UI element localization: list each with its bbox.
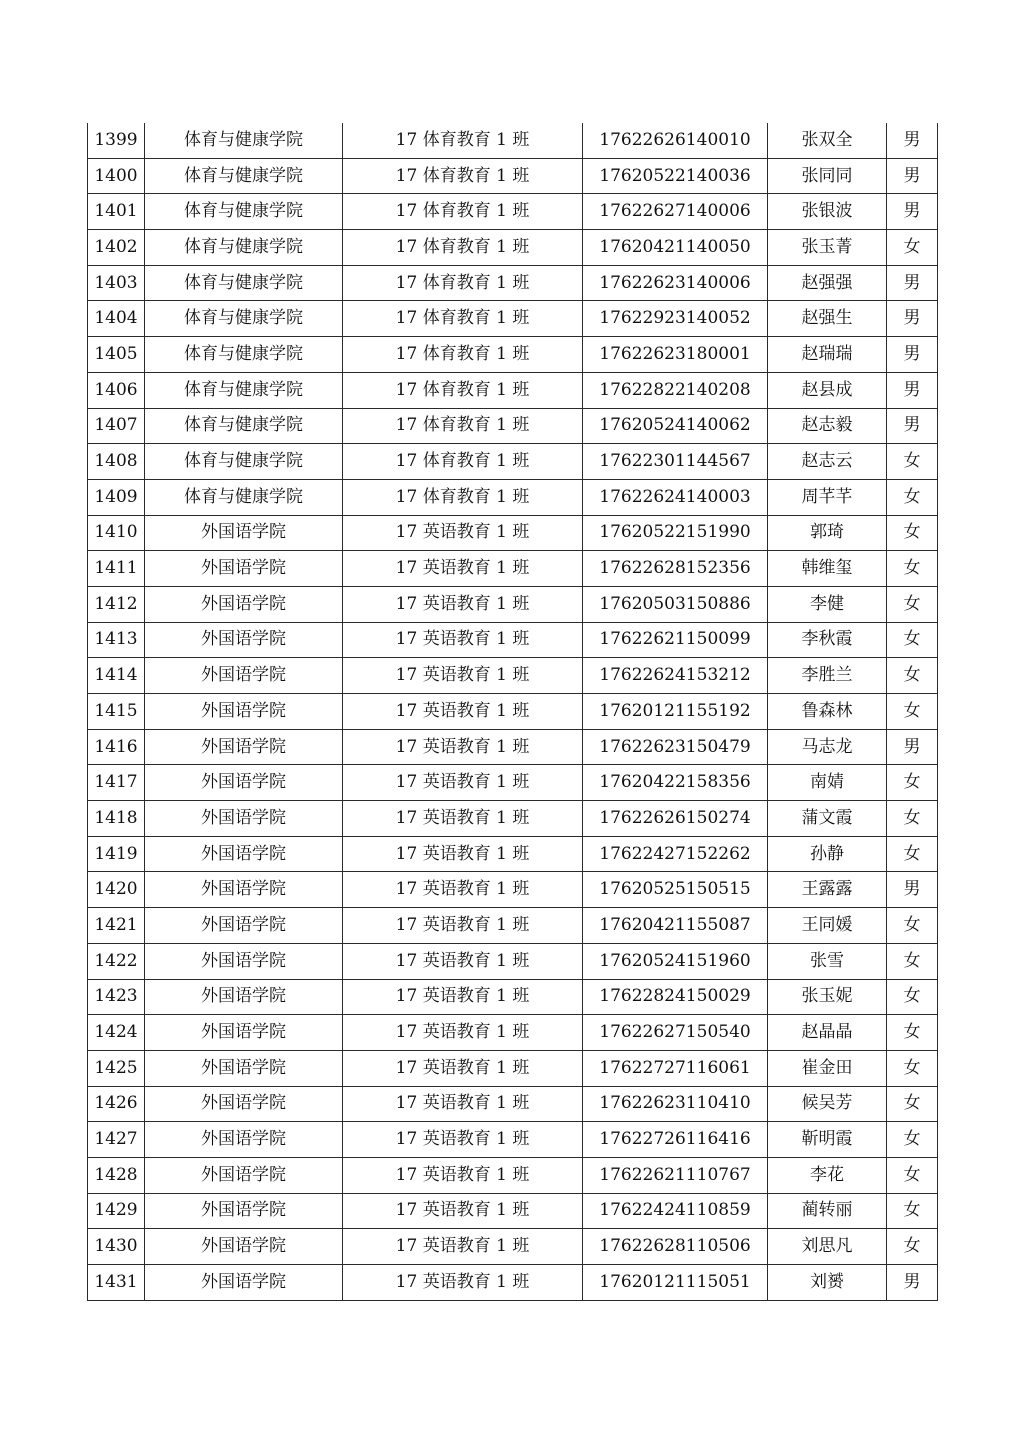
student-id-cell: 17622627140006: [583, 194, 768, 230]
class-cell: 17 英语教育 1 班: [343, 694, 583, 730]
class-cell: 17 体育教育 1 班: [343, 444, 583, 480]
college-cell: 外国语学院: [145, 836, 343, 872]
college-cell: 体育与健康学院: [145, 265, 343, 301]
student-id-cell: 17622627150540: [583, 1015, 768, 1051]
student-name-cell: 李花: [768, 1157, 887, 1193]
row-number-cell: 1427: [88, 1122, 145, 1158]
row-number-cell: 1400: [88, 158, 145, 194]
student-id-cell: 17620524140062: [583, 408, 768, 444]
student-name-cell: 崔金田: [768, 1050, 887, 1086]
college-cell: 外国语学院: [145, 765, 343, 801]
gender-cell: 女: [887, 1086, 938, 1122]
class-cell: 17 英语教育 1 班: [343, 1157, 583, 1193]
gender-cell: 女: [887, 479, 938, 515]
gender-cell: 女: [887, 836, 938, 872]
college-cell: 外国语学院: [145, 658, 343, 694]
table-row: [88, 301, 938, 337]
table-row: [88, 230, 938, 266]
table-row: [88, 372, 938, 408]
row-number-cell: 1413: [88, 622, 145, 658]
student-id-cell: 17622424110859: [583, 1193, 768, 1229]
college-cell: 体育与健康学院: [145, 408, 343, 444]
class-cell: 17 英语教育 1 班: [343, 979, 583, 1015]
student-name-cell: 蔺转丽: [768, 1193, 887, 1229]
class-cell: 17 体育教育 1 班: [343, 408, 583, 444]
table-row: [88, 622, 938, 658]
student-name-cell: 马志龙: [768, 729, 887, 765]
table-row: [88, 123, 938, 158]
table-row: [88, 337, 938, 373]
student-name-cell: 赵县成: [768, 372, 887, 408]
row-number-cell: 1411: [88, 551, 145, 587]
student-name-cell: 周芊芊: [768, 479, 887, 515]
row-number-cell: 1416: [88, 729, 145, 765]
gender-cell: 女: [887, 1122, 938, 1158]
gender-cell: 女: [887, 230, 938, 266]
table-row: [88, 765, 938, 801]
row-number-cell: 1426: [88, 1086, 145, 1122]
college-cell: 外国语学院: [145, 1050, 343, 1086]
gender-cell: 男: [887, 194, 938, 230]
student-name-cell: 韩维玺: [768, 551, 887, 587]
table-row: [88, 265, 938, 301]
student-name-cell: 靳明霞: [768, 1122, 887, 1158]
student-id-cell: 17622623150479: [583, 729, 768, 765]
gender-cell: 男: [887, 408, 938, 444]
table-row: [88, 1015, 938, 1051]
gender-cell: 男: [887, 729, 938, 765]
gender-cell: 男: [887, 337, 938, 373]
student-name-cell: 郭琦: [768, 515, 887, 551]
student-name-cell: 张双全: [768, 123, 887, 158]
table-row: [88, 979, 938, 1015]
college-cell: 外国语学院: [145, 979, 343, 1015]
table-row: [88, 1265, 938, 1301]
row-number-cell: 1402: [88, 230, 145, 266]
gender-cell: 女: [887, 1193, 938, 1229]
student-id-cell: 17622624140003: [583, 479, 768, 515]
table-row: [88, 158, 938, 194]
student-name-cell: 孙静: [768, 836, 887, 872]
college-cell: 外国语学院: [145, 729, 343, 765]
class-cell: 17 英语教育 1 班: [343, 1086, 583, 1122]
table-row: [88, 194, 938, 230]
row-number-cell: 1419: [88, 836, 145, 872]
college-cell: 外国语学院: [145, 1157, 343, 1193]
gender-cell: 男: [887, 372, 938, 408]
gender-cell: 女: [887, 801, 938, 837]
row-number-cell: 1430: [88, 1229, 145, 1265]
gender-cell: 女: [887, 979, 938, 1015]
class-cell: 17 英语教育 1 班: [343, 729, 583, 765]
gender-cell: 女: [887, 444, 938, 480]
row-number-cell: 1407: [88, 408, 145, 444]
row-number-cell: 1399: [88, 123, 145, 158]
student-id-cell: 17622628110506: [583, 1229, 768, 1265]
student-name-cell: 赵瑞瑞: [768, 337, 887, 373]
row-number-cell: 1418: [88, 801, 145, 837]
gender-cell: 男: [887, 158, 938, 194]
student-name-cell: 赵强强: [768, 265, 887, 301]
college-cell: 外国语学院: [145, 694, 343, 730]
class-cell: 17 英语教育 1 班: [343, 872, 583, 908]
student-id-cell: 17622623140006: [583, 265, 768, 301]
row-number-cell: 1428: [88, 1157, 145, 1193]
row-number-cell: 1420: [88, 872, 145, 908]
gender-cell: 女: [887, 765, 938, 801]
table-row: [88, 908, 938, 944]
row-number-cell: 1401: [88, 194, 145, 230]
gender-cell: 女: [887, 694, 938, 730]
gender-cell: 女: [887, 622, 938, 658]
table-row: [88, 1229, 938, 1265]
college-cell: 外国语学院: [145, 1086, 343, 1122]
student-name-cell: 蒲文霞: [768, 801, 887, 837]
class-cell: 17 英语教育 1 班: [343, 943, 583, 979]
college-cell: 外国语学院: [145, 586, 343, 622]
row-number-cell: 1412: [88, 586, 145, 622]
student-id-cell: 17622621110767: [583, 1157, 768, 1193]
gender-cell: 女: [887, 586, 938, 622]
gender-cell: 女: [887, 1157, 938, 1193]
college-cell: 外国语学院: [145, 908, 343, 944]
row-number-cell: 1409: [88, 479, 145, 515]
student-name-cell: 张玉菁: [768, 230, 887, 266]
row-number-cell: 1421: [88, 908, 145, 944]
table-row: [88, 479, 938, 515]
student-id-cell: 17622624153212: [583, 658, 768, 694]
student-id-cell: 17622626140010: [583, 123, 768, 158]
student-id-cell: 17622923140052: [583, 301, 768, 337]
gender-cell: 女: [887, 943, 938, 979]
class-cell: 17 英语教育 1 班: [343, 1050, 583, 1086]
student-id-cell: 17622623110410: [583, 1086, 768, 1122]
college-cell: 体育与健康学院: [145, 372, 343, 408]
college-cell: 外国语学院: [145, 1015, 343, 1051]
student-id-cell: 17620522140036: [583, 158, 768, 194]
student-name-cell: 赵晶晶: [768, 1015, 887, 1051]
student-name-cell: 候吴芳: [768, 1086, 887, 1122]
row-number-cell: 1425: [88, 1050, 145, 1086]
class-cell: 17 英语教育 1 班: [343, 658, 583, 694]
class-cell: 17 英语教育 1 班: [343, 622, 583, 658]
table-row: [88, 515, 938, 551]
class-cell: 17 体育教育 1 班: [343, 301, 583, 337]
class-cell: 17 体育教育 1 班: [343, 337, 583, 373]
class-cell: 17 英语教育 1 班: [343, 836, 583, 872]
class-cell: 17 英语教育 1 班: [343, 908, 583, 944]
student-id-cell: 17620422158356: [583, 765, 768, 801]
gender-cell: 男: [887, 301, 938, 337]
student-name-cell: 王露露: [768, 872, 887, 908]
student-id-cell: 17622822140208: [583, 372, 768, 408]
row-number-cell: 1423: [88, 979, 145, 1015]
college-cell: 体育与健康学院: [145, 158, 343, 194]
class-cell: 17 体育教育 1 班: [343, 479, 583, 515]
student-name-cell: 李胜兰: [768, 658, 887, 694]
student-name-cell: 李秋霞: [768, 622, 887, 658]
table-row: [88, 836, 938, 872]
gender-cell: 女: [887, 515, 938, 551]
class-cell: 17 英语教育 1 班: [343, 586, 583, 622]
gender-cell: 男: [887, 872, 938, 908]
student-name-cell: 刘思凡: [768, 1229, 887, 1265]
gender-cell: 女: [887, 1229, 938, 1265]
student-name-cell: 张银波: [768, 194, 887, 230]
student-id-cell: 17622301144567: [583, 444, 768, 480]
class-cell: 17 体育教育 1 班: [343, 194, 583, 230]
table-row: [88, 1122, 938, 1158]
student-roster-table: [87, 123, 938, 1301]
table-row: [88, 1050, 938, 1086]
table-row: [88, 658, 938, 694]
college-cell: 体育与健康学院: [145, 444, 343, 480]
table-row: [88, 943, 938, 979]
class-cell: 17 体育教育 1 班: [343, 372, 583, 408]
row-number-cell: 1410: [88, 515, 145, 551]
gender-cell: 男: [887, 265, 938, 301]
table-row: [88, 872, 938, 908]
student-id-cell: 17620121155192: [583, 694, 768, 730]
row-number-cell: 1415: [88, 694, 145, 730]
student-id-cell: 17622427152262: [583, 836, 768, 872]
row-number-cell: 1405: [88, 337, 145, 373]
student-id-cell: 17620522151990: [583, 515, 768, 551]
student-id-cell: 17620524151960: [583, 943, 768, 979]
class-cell: 17 英语教育 1 班: [343, 1122, 583, 1158]
student-id-cell: 17622621150099: [583, 622, 768, 658]
class-cell: 17 英语教育 1 班: [343, 1229, 583, 1265]
student-name-cell: 李健: [768, 586, 887, 622]
class-cell: 17 体育教育 1 班: [343, 230, 583, 266]
class-cell: 17 体育教育 1 班: [343, 265, 583, 301]
class-cell: 17 英语教育 1 班: [343, 801, 583, 837]
row-number-cell: 1408: [88, 444, 145, 480]
college-cell: 外国语学院: [145, 801, 343, 837]
class-cell: 17 英语教育 1 班: [343, 1265, 583, 1301]
roster-body: [88, 123, 938, 1300]
class-cell: 17 英语教育 1 班: [343, 765, 583, 801]
college-cell: 体育与健康学院: [145, 194, 343, 230]
row-number-cell: 1422: [88, 943, 145, 979]
student-id-cell: 17620421155087: [583, 908, 768, 944]
student-name-cell: 鲁森林: [768, 694, 887, 730]
college-cell: 体育与健康学院: [145, 337, 343, 373]
college-cell: 体育与健康学院: [145, 479, 343, 515]
gender-cell: 男: [887, 123, 938, 158]
table-row: [88, 1086, 938, 1122]
gender-cell: 女: [887, 1015, 938, 1051]
table-row: [88, 551, 938, 587]
student-id-cell: 17622623180001: [583, 337, 768, 373]
student-id-cell: 17622727116061: [583, 1050, 768, 1086]
college-cell: 外国语学院: [145, 515, 343, 551]
student-id-cell: 17620525150515: [583, 872, 768, 908]
student-name-cell: 张雪: [768, 943, 887, 979]
college-cell: 体育与健康学院: [145, 301, 343, 337]
college-cell: 外国语学院: [145, 1229, 343, 1265]
row-number-cell: 1424: [88, 1015, 145, 1051]
student-name-cell: 赵强生: [768, 301, 887, 337]
row-number-cell: 1431: [88, 1265, 145, 1301]
student-id-cell: 17620503150886: [583, 586, 768, 622]
class-cell: 17 体育教育 1 班: [343, 158, 583, 194]
table-row: [88, 1193, 938, 1229]
table-row: [88, 586, 938, 622]
student-name-cell: 刘赟: [768, 1265, 887, 1301]
college-cell: 外国语学院: [145, 551, 343, 587]
college-cell: 外国语学院: [145, 1265, 343, 1301]
table-row: [88, 1157, 938, 1193]
table-row: [88, 729, 938, 765]
row-number-cell: 1403: [88, 265, 145, 301]
student-id-cell: 17622824150029: [583, 979, 768, 1015]
gender-cell: 女: [887, 1050, 938, 1086]
class-cell: 17 体育教育 1 班: [343, 123, 583, 158]
college-cell: 外国语学院: [145, 622, 343, 658]
table-row: [88, 444, 938, 480]
class-cell: 17 英语教育 1 班: [343, 1015, 583, 1051]
student-id-cell: 17622626150274: [583, 801, 768, 837]
college-cell: 外国语学院: [145, 1193, 343, 1229]
student-name-cell: 赵志毅: [768, 408, 887, 444]
college-cell: 体育与健康学院: [145, 123, 343, 158]
gender-cell: 女: [887, 551, 938, 587]
student-name-cell: 王同媛: [768, 908, 887, 944]
class-cell: 17 英语教育 1 班: [343, 1193, 583, 1229]
student-id-cell: 17622726116416: [583, 1122, 768, 1158]
row-number-cell: 1414: [88, 658, 145, 694]
gender-cell: 女: [887, 658, 938, 694]
row-number-cell: 1417: [88, 765, 145, 801]
college-cell: 体育与健康学院: [145, 230, 343, 266]
college-cell: 外国语学院: [145, 1122, 343, 1158]
student-id-cell: 17620421140050: [583, 230, 768, 266]
gender-cell: 男: [887, 1265, 938, 1301]
student-name-cell: 赵志云: [768, 444, 887, 480]
college-cell: 外国语学院: [145, 872, 343, 908]
student-name-cell: 张同同: [768, 158, 887, 194]
college-cell: 外国语学院: [145, 943, 343, 979]
student-name-cell: 张玉妮: [768, 979, 887, 1015]
student-id-cell: 17622628152356: [583, 551, 768, 587]
class-cell: 17 英语教育 1 班: [343, 515, 583, 551]
table-row: [88, 801, 938, 837]
table-row: [88, 408, 938, 444]
row-number-cell: 1404: [88, 301, 145, 337]
row-number-cell: 1406: [88, 372, 145, 408]
gender-cell: 女: [887, 908, 938, 944]
student-id-cell: 17620121115051: [583, 1265, 768, 1301]
student-name-cell: 南婧: [768, 765, 887, 801]
row-number-cell: 1429: [88, 1193, 145, 1229]
class-cell: 17 英语教育 1 班: [343, 551, 583, 587]
table-row: [88, 694, 938, 730]
